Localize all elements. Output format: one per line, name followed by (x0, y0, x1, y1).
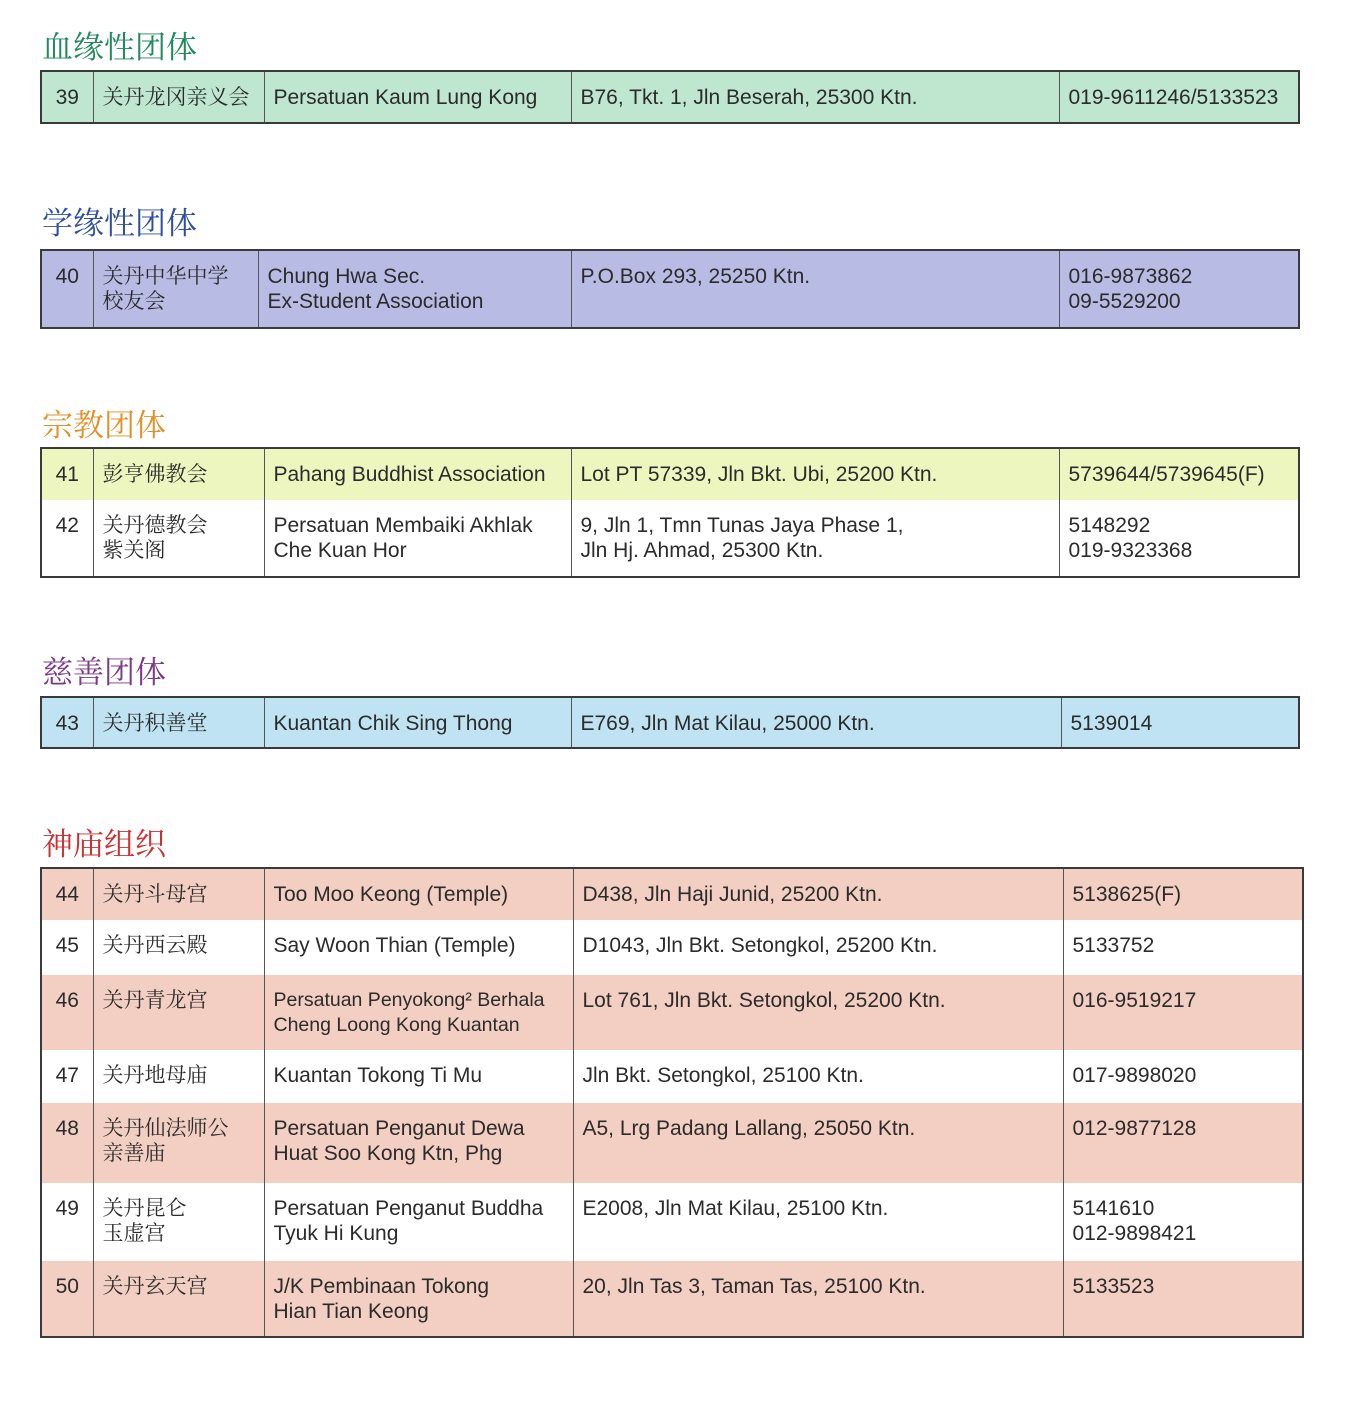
table-row (41, 448, 1299, 500)
org-name: Kuantan Chik Sing Thong (264, 697, 571, 748)
chinese-name: 关丹积善堂 (93, 697, 264, 748)
directory-table (40, 867, 1304, 1338)
table-row (41, 500, 1299, 577)
row-number: 50 (41, 1261, 93, 1337)
org-name: Persatuan Penganut Dewa Huat Soo Kong Ktn, Phg (264, 1103, 573, 1183)
org-name: Chung Hwa Sec. Ex-Student Association (258, 250, 571, 328)
row-number: 49 (41, 1183, 93, 1261)
address: P.O.Box 293, 25250 Ktn. (571, 250, 1059, 328)
chinese-name: 关丹青龙宫 (93, 975, 264, 1050)
chinese-name: 关丹龙冈亲义会 (93, 71, 264, 123)
address: Lot PT 57339, Jln Bkt. Ubi, 25200 Ktn. (571, 448, 1059, 500)
table-row (41, 71, 1299, 123)
section-title: 慈善团体 (42, 655, 166, 691)
table-row (41, 1261, 1303, 1337)
row-number: 44 (41, 868, 93, 920)
section-title: 宗教团体 (42, 408, 166, 444)
address: 20, Jln Tas 3, Taman Tas, 25100 Ktn. (573, 1261, 1063, 1337)
address: 9, Jln 1, Tmn Tunas Jaya Phase 1, Jln Hj. Ahmad, 25300 Ktn. (571, 500, 1059, 577)
row-number: 47 (41, 1050, 93, 1103)
chinese-name: 关丹仙法师公 亲善庙 (93, 1103, 264, 1183)
address: E769, Jln Mat Kilau, 25000 Ktn. (571, 697, 1061, 748)
org-name: Too Moo Keong (Temple) (264, 868, 573, 920)
chinese-name: 关丹德教会 紫关阁 (93, 500, 264, 577)
address: B76, Tkt. 1, Jln Beserah, 25300 Ktn. (571, 71, 1059, 123)
org-name: J/K Pembinaan Tokong Hian Tian Keong (264, 1261, 573, 1337)
table-row (41, 868, 1303, 920)
phone: 017-9898020 (1063, 1050, 1303, 1103)
section-title: 神庙组织 (42, 827, 166, 863)
address: D438, Jln Haji Junid, 25200 Ktn. (573, 868, 1063, 920)
org-name: Persatuan Penganut Buddha Tyuk Hi Kung (264, 1183, 573, 1261)
phone: 5139014 (1061, 697, 1299, 748)
org-name: Persatuan Penyokong² Berhala Cheng Loong Kong Kuantan (264, 975, 573, 1050)
phone: 016-9873862 09-5529200 (1059, 250, 1299, 328)
directory-table (40, 70, 1300, 124)
phone: 019-9611246/5133523 (1059, 71, 1299, 123)
phone: 5133752 (1063, 920, 1303, 975)
chinese-name: 关丹中华中学 校友会 (93, 250, 258, 328)
row-number: 41 (41, 448, 93, 500)
org-name: Kuantan Tokong Ti Mu (264, 1050, 573, 1103)
directory-table (40, 447, 1300, 578)
chinese-name: 彭亨佛教会 (93, 448, 264, 500)
section-title: 学缘性团体 (42, 206, 197, 242)
org-name: Say Woon Thian (Temple) (264, 920, 573, 975)
chinese-name: 关丹地母庙 (93, 1050, 264, 1103)
table-row (41, 250, 1299, 328)
chinese-name: 关丹玄天宫 (93, 1261, 264, 1337)
phone: 5138625(F) (1063, 868, 1303, 920)
address: A5, Lrg Padang Lallang, 25050 Ktn. (573, 1103, 1063, 1183)
table-row (41, 697, 1299, 748)
row-number: 46 (41, 975, 93, 1050)
row-number: 40 (41, 250, 93, 328)
table-row (41, 1050, 1303, 1103)
section-title: 血缘性团体 (42, 30, 197, 66)
table-row (41, 1103, 1303, 1183)
table-row (41, 920, 1303, 975)
phone: 016-9519217 (1063, 975, 1303, 1050)
table-row (41, 975, 1303, 1050)
row-number: 45 (41, 920, 93, 975)
row-number: 48 (41, 1103, 93, 1183)
phone: 5133523 (1063, 1261, 1303, 1337)
address: E2008, Jln Mat Kilau, 25100 Ktn. (573, 1183, 1063, 1261)
row-number: 43 (41, 697, 93, 748)
row-number: 39 (41, 71, 93, 123)
phone: 5739644/5739645(F) (1059, 448, 1299, 500)
table-row (41, 1183, 1303, 1261)
org-name: Persatuan Kaum Lung Kong (264, 71, 571, 123)
directory-table (40, 249, 1300, 329)
phone: 5148292 019-9323368 (1059, 500, 1299, 577)
address: Jln Bkt. Setongkol, 25100 Ktn. (573, 1050, 1063, 1103)
address: Lot 761, Jln Bkt. Setongkol, 25200 Ktn. (573, 975, 1063, 1050)
org-name: Persatuan Membaiki Akhlak Che Kuan Hor (264, 500, 571, 577)
phone: 5141610 012-9898421 (1063, 1183, 1303, 1261)
phone: 012-9877128 (1063, 1103, 1303, 1183)
org-name: Pahang Buddhist Association (264, 448, 571, 500)
directory-table (40, 696, 1300, 749)
chinese-name: 关丹昆仑 玉虚宫 (93, 1183, 264, 1261)
chinese-name: 关丹西云殿 (93, 920, 264, 975)
address: D1043, Jln Bkt. Setongkol, 25200 Ktn. (573, 920, 1063, 975)
chinese-name: 关丹斗母宫 (93, 868, 264, 920)
row-number: 42 (41, 500, 93, 577)
